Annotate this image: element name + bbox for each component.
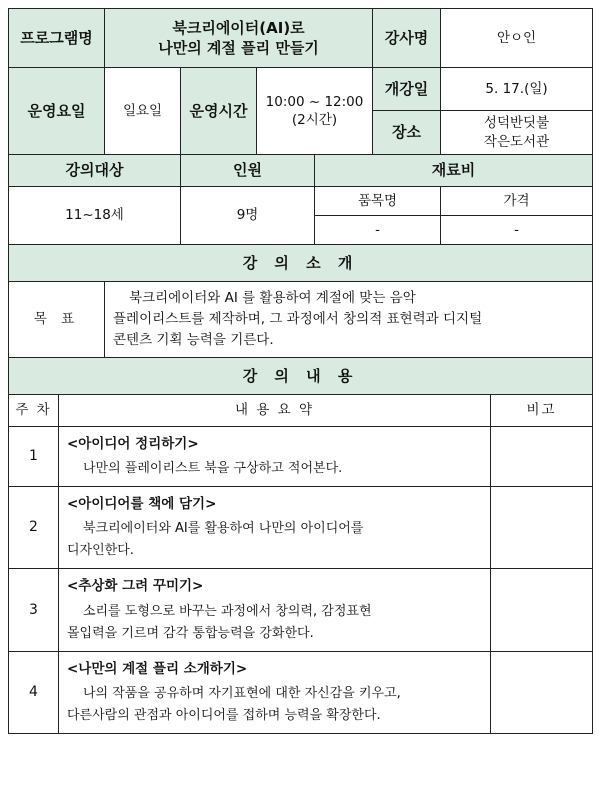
week-description [67, 601, 482, 645]
open-date-value: 5. 17.(일) [441, 68, 593, 111]
week-number: 4 [9, 651, 59, 733]
week-content [59, 426, 491, 486]
day-label: 운영요일 [9, 68, 105, 155]
intro-section-title: 강 의 소 개 [9, 245, 593, 282]
target-value: 11~18세 [9, 187, 181, 245]
program-row [9, 9, 593, 68]
week-note [491, 426, 593, 486]
week-description-line1: 나의 작품을 공유하며 자기표현에 대한 자신감을 키우고, [83, 686, 401, 702]
schedule-row [9, 68, 593, 111]
time-label: 운영시간 [181, 68, 257, 155]
week-title: <아이디어 정리하기> [67, 435, 199, 452]
target-value-row [9, 187, 593, 216]
goal-label: 목 표 [9, 282, 105, 358]
week-description-line1: 소리를 도형으로 바꾸는 과정에서 창의력, 감정표현 [83, 603, 372, 619]
place-value [441, 111, 593, 155]
price-value: - [441, 216, 593, 245]
summary-column-header: 내 용 요 약 [59, 394, 491, 426]
instructor-label: 강사명 [373, 9, 441, 68]
week-description-line1: 북크리에이터와 AI를 활용하여 나만의 아이디어를 [83, 521, 364, 537]
week-column-header: 주 차 [9, 394, 59, 426]
place-label: 장소 [373, 111, 441, 155]
week-row [9, 651, 593, 733]
week-description-line1: 나만의 플레이리스트 북을 구상하고 적어본다. [83, 460, 343, 476]
target-label: 강의대상 [9, 155, 181, 187]
time-value [257, 68, 373, 155]
day-value: 일요일 [105, 68, 181, 155]
week-description-line2: 몰입력을 기르며 감각 통합능력을 강화한다. [67, 625, 314, 641]
week-content [59, 487, 491, 569]
week-description-line2: 다른사람의 관점과 아이디어를 접하며 능력을 확장한다. [67, 708, 381, 724]
goal-line3: 콘텐츠 기획 능력을 기른다. [113, 331, 274, 348]
week-number: 3 [9, 569, 59, 651]
content-section-title: 강 의 내 용 [9, 357, 593, 394]
item-value: - [315, 216, 441, 245]
content-header-row [9, 394, 593, 426]
week-row [9, 487, 593, 569]
place-value-line2: 작은도서관 [483, 133, 550, 150]
time-value-line1: 10:00 ~ 12:00 [265, 93, 364, 110]
program-title-line1: 북크리에이터(AI)로 [172, 18, 305, 37]
week-title: <나만의 계절 플리 소개하기> [67, 660, 248, 677]
target-header-row [9, 155, 593, 187]
count-value: 9명 [181, 187, 315, 245]
week-row [9, 426, 593, 486]
fee-label: 재료비 [315, 155, 593, 187]
item-label: 품목명 [315, 187, 441, 216]
lecture-plan-document [8, 8, 592, 734]
count-label: 인원 [181, 155, 315, 187]
goal-line1: 북크리에이터와 AI 를 활용하여 계절에 맞는 음악 [129, 290, 416, 306]
week-description [67, 518, 482, 562]
place-value-line1: 성덕반딧불 [483, 115, 550, 132]
week-content [59, 651, 491, 733]
goal-text [105, 282, 593, 358]
week-number: 1 [9, 426, 59, 486]
goal-row [9, 282, 593, 358]
lecture-plan-table [8, 8, 593, 734]
week-title: <아이디어를 책에 담기> [67, 496, 217, 513]
week-description [67, 458, 482, 480]
week-number: 2 [9, 487, 59, 569]
week-content [59, 569, 491, 651]
note-column-header: 비고 [491, 394, 593, 426]
goal-line2: 플레이리스트를 제작하며, 그 과정에서 창의적 표현력과 디지털 [113, 310, 483, 327]
week-title: <추상화 그려 꾸미기> [67, 578, 204, 595]
week-note [491, 487, 593, 569]
time-value-line2: (2시간) [291, 112, 338, 128]
program-title-line2: 나만의 계절 플리 만들기 [158, 39, 319, 57]
instructor-value: 안ㅇ인 [441, 9, 593, 68]
content-section-row [9, 357, 593, 394]
week-description [67, 683, 482, 727]
intro-section-row [9, 245, 593, 282]
open-date-label: 개강일 [373, 68, 441, 111]
program-label: 프로그램명 [9, 9, 105, 68]
week-note [491, 651, 593, 733]
week-row [9, 569, 593, 651]
week-description-line2: 디자인한다. [67, 543, 134, 559]
week-note [491, 569, 593, 651]
price-label: 가격 [441, 187, 593, 216]
program-title [105, 9, 373, 68]
